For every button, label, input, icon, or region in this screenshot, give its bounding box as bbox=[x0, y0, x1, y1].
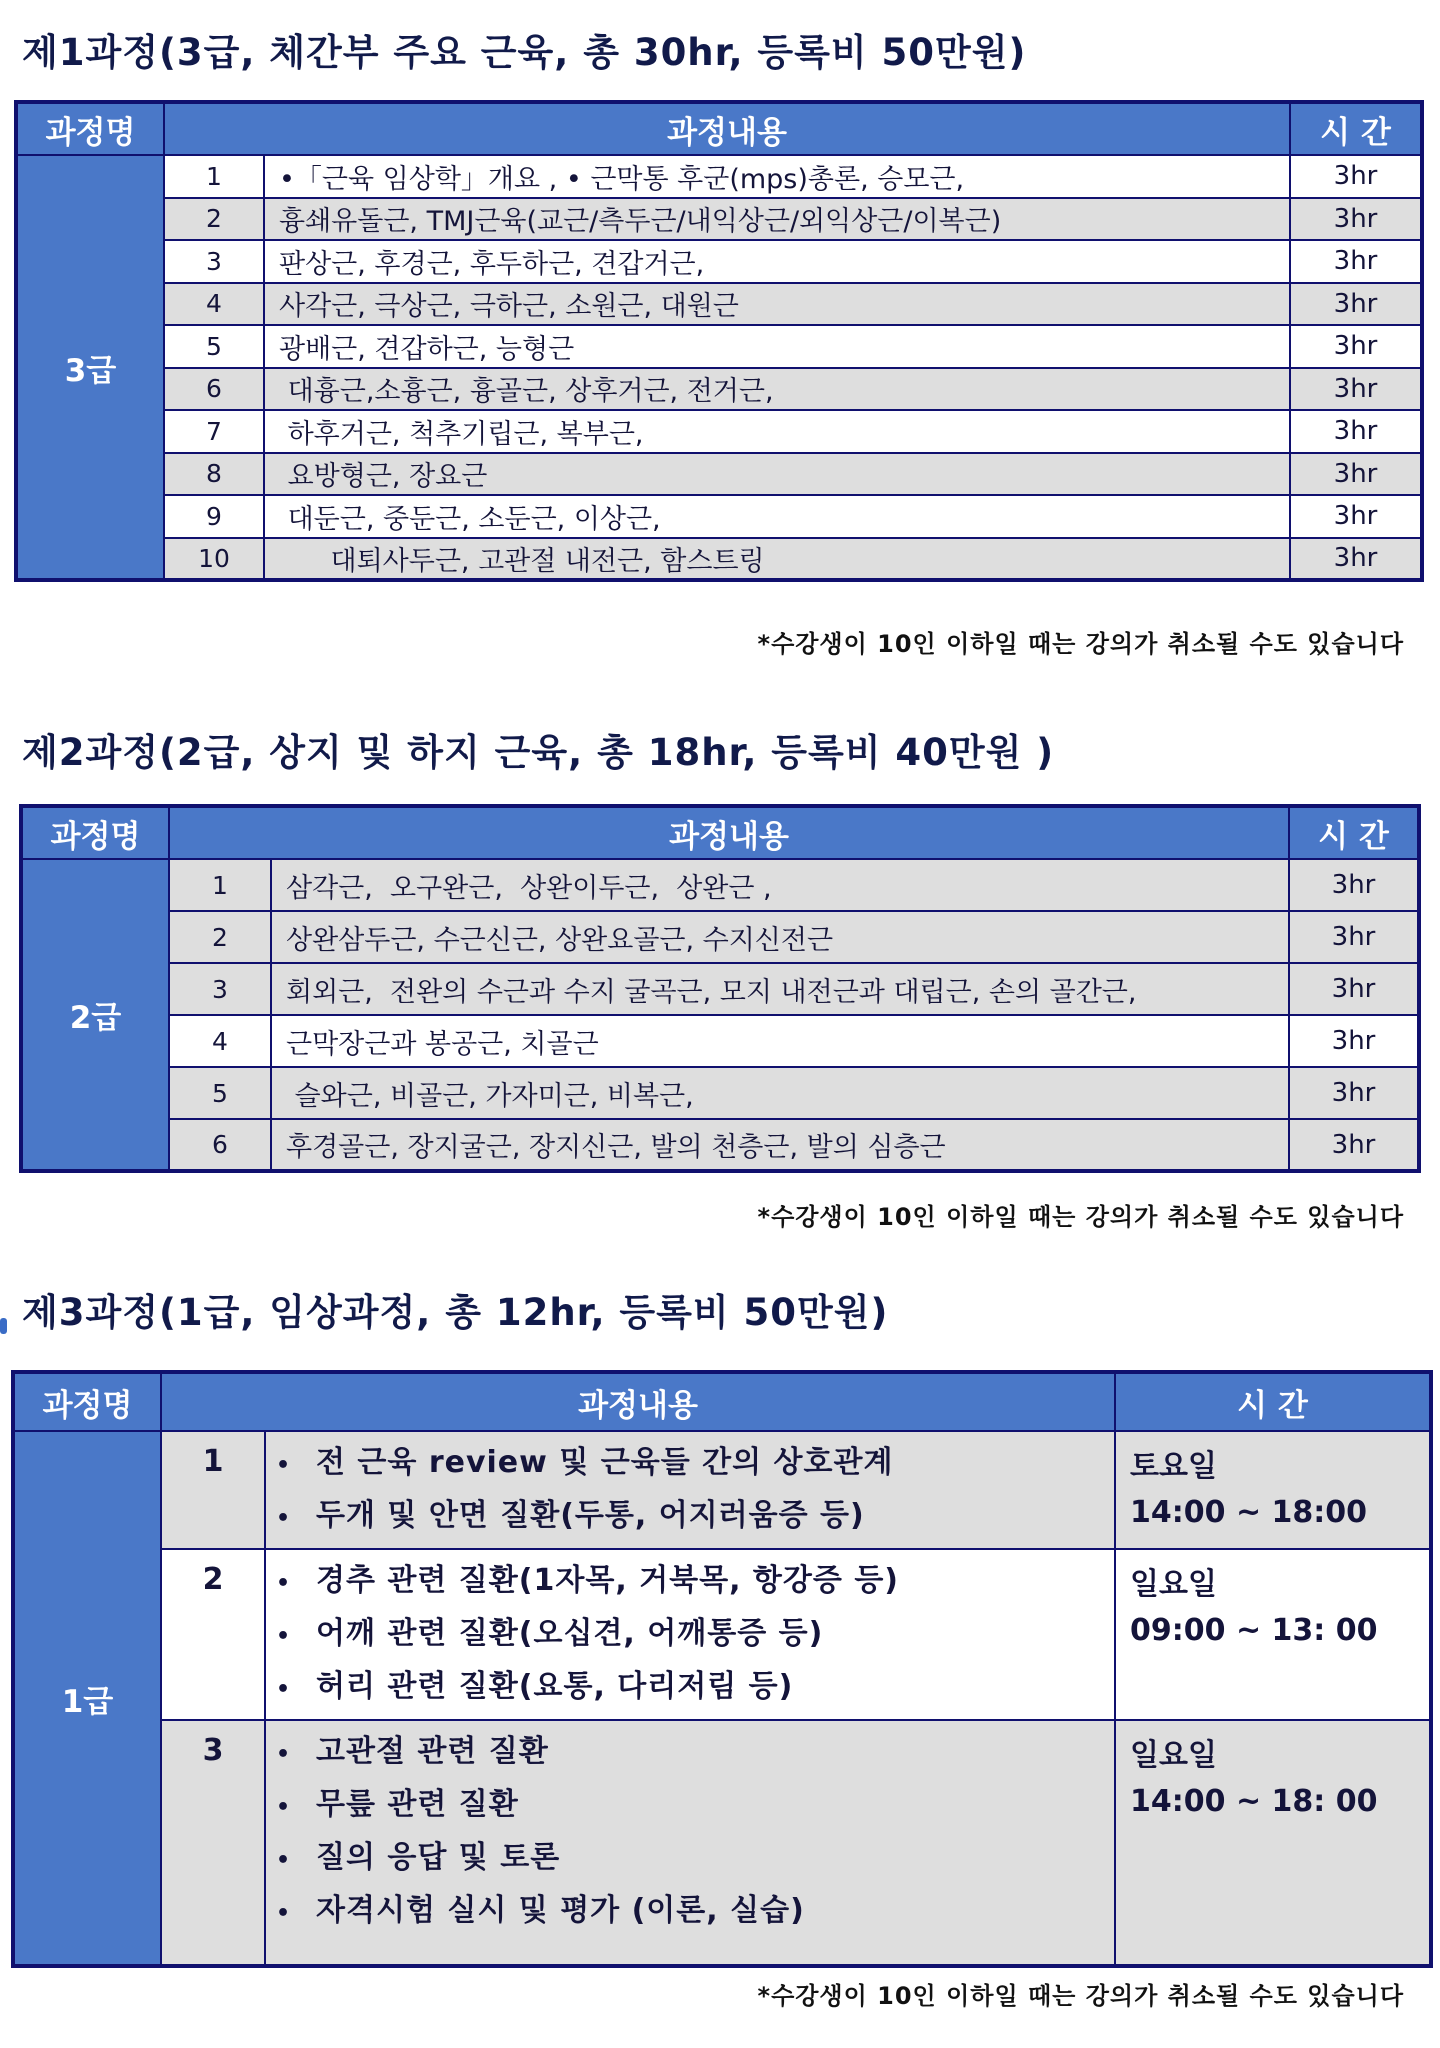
schedule-day: 일요일 bbox=[1130, 1738, 1217, 1773]
table-row bbox=[16, 240, 1422, 283]
table-row bbox=[21, 859, 1419, 911]
table-row bbox=[13, 1431, 1431, 1549]
row-time: 3hr bbox=[1290, 240, 1422, 283]
row-content: 삼각근, 오구완근, 상완이두근, 상완근 , bbox=[271, 859, 1289, 911]
list-item bbox=[276, 1890, 1114, 1943]
col-header-name: 과정명 bbox=[21, 806, 169, 859]
course2-note: *수강생이 10인 이하일 때는 강의가 취소될 수도 있습니다 bbox=[757, 1203, 1404, 1231]
row-content: 광배근, 견갑하근, 능형근 bbox=[264, 325, 1290, 368]
row-number: 3 bbox=[161, 1720, 265, 1966]
list-item bbox=[276, 1495, 1114, 1548]
row-number: 10 bbox=[164, 538, 264, 581]
row-content: •「근육 임상학」개요 , • 근막통 후군(mps)총론, 승모근, bbox=[264, 155, 1290, 198]
row-number: 4 bbox=[164, 283, 264, 326]
topic-list bbox=[276, 1560, 1114, 1719]
row-content: 상완삼두근, 수근신근, 상완요골근, 수지신전근 bbox=[271, 911, 1289, 963]
list-item bbox=[276, 1731, 1114, 1784]
row-time: 3hr bbox=[1290, 155, 1422, 198]
topic-list bbox=[276, 1442, 1114, 1548]
schedule-hours: 14:00 ~ 18:00 bbox=[1130, 1495, 1368, 1530]
topic-text: 경추 관련 질환(1자목, 거북목, 항강증 등) bbox=[316, 1563, 900, 1598]
row-number: 1 bbox=[164, 155, 264, 198]
row-schedule bbox=[1115, 1431, 1431, 1549]
topic-text: 고관절 관련 질환 bbox=[316, 1734, 549, 1769]
row-number: 7 bbox=[164, 410, 264, 453]
row-time: 3hr bbox=[1290, 283, 1422, 326]
course1-table bbox=[14, 100, 1424, 582]
section-marker bbox=[0, 1318, 7, 1334]
row-content: 후경골근, 장지굴근, 장지신근, 발의 천층근, 발의 심층근 bbox=[271, 1119, 1289, 1171]
row-content bbox=[265, 1549, 1115, 1720]
table-row bbox=[16, 155, 1422, 198]
table-row bbox=[21, 911, 1419, 963]
row-content: 대둔근, 중둔근, 소둔근, 이상근, bbox=[264, 495, 1290, 538]
topic-text: 무릎 관련 질환 bbox=[316, 1787, 519, 1822]
course2-table bbox=[19, 804, 1421, 1173]
row-number: 6 bbox=[164, 368, 264, 411]
table-row bbox=[16, 283, 1422, 326]
bullet-icon: • bbox=[276, 1901, 292, 1926]
row-number: 5 bbox=[164, 325, 264, 368]
row-number: 1 bbox=[161, 1431, 265, 1549]
row-time: 3hr bbox=[1289, 1067, 1419, 1119]
col-header-name: 과정명 bbox=[13, 1372, 161, 1431]
row-number: 2 bbox=[161, 1549, 265, 1720]
table-row bbox=[13, 1549, 1431, 1720]
row-number: 8 bbox=[164, 453, 264, 496]
table-row bbox=[21, 1015, 1419, 1067]
bullet-icon: • bbox=[276, 1506, 292, 1531]
col-header-content: 과정내용 bbox=[164, 102, 1290, 155]
col-header-content: 과정내용 bbox=[169, 806, 1289, 859]
col-header-name: 과정명 bbox=[16, 102, 164, 155]
course3-note: *수강생이 10인 이하일 때는 강의가 취소될 수도 있습니다 bbox=[757, 1982, 1404, 2010]
topic-text: 두개 및 안면 질환(두통, 어지러움증 등) bbox=[316, 1498, 865, 1533]
bullet-icon: • bbox=[276, 1624, 292, 1649]
row-number: 2 bbox=[169, 911, 271, 963]
row-time: 3hr bbox=[1290, 410, 1422, 453]
row-number: 4 bbox=[169, 1015, 271, 1067]
row-content bbox=[265, 1431, 1115, 1549]
row-time: 3hr bbox=[1289, 963, 1419, 1015]
row-time: 3hr bbox=[1290, 368, 1422, 411]
row-schedule bbox=[1115, 1549, 1431, 1720]
col-header-time: 시 간 bbox=[1289, 806, 1419, 859]
topic-text: 허리 관련 질환(요통, 다리저림 등) bbox=[316, 1669, 794, 1704]
row-time: 3hr bbox=[1289, 1119, 1419, 1171]
topic-text: 질의 응답 및 토론 bbox=[316, 1840, 561, 1875]
row-content: 흉쇄유돌근, TMJ근육(교근/측두근/내익상근/외익상근/이복근) bbox=[264, 198, 1290, 241]
row-content: 판상근, 후경근, 후두하근, 견갑거근, bbox=[264, 240, 1290, 283]
table-row bbox=[16, 325, 1422, 368]
row-content: 하후거근, 척추기립근, 복부근, bbox=[264, 410, 1290, 453]
grade-cell: 2급 bbox=[21, 859, 169, 1171]
table-row bbox=[16, 538, 1422, 581]
bullet-icon: • bbox=[276, 1742, 292, 1767]
row-content: 사각근, 극상근, 극하근, 소원근, 대원근 bbox=[264, 283, 1290, 326]
table-row bbox=[13, 1720, 1431, 1966]
course1-note: *수강생이 10인 이하일 때는 강의가 취소될 수도 있습니다 bbox=[757, 630, 1404, 658]
row-schedule bbox=[1115, 1720, 1431, 1966]
row-time: 3hr bbox=[1290, 538, 1422, 581]
col-header-content: 과정내용 bbox=[161, 1372, 1115, 1431]
bullet-icon: • bbox=[276, 1571, 292, 1596]
schedule-day: 토요일 bbox=[1130, 1449, 1217, 1484]
row-time: 3hr bbox=[1289, 911, 1419, 963]
list-item bbox=[276, 1442, 1114, 1495]
course1-heading: 제1과정(3급, 체간부 주요 근육, 총 30hr, 등록비 50만원) bbox=[22, 31, 1027, 74]
table-row bbox=[16, 495, 1422, 538]
row-number: 1 bbox=[169, 859, 271, 911]
row-time: 3hr bbox=[1290, 198, 1422, 241]
row-number: 6 bbox=[169, 1119, 271, 1171]
list-item bbox=[276, 1784, 1114, 1837]
schedule-hours: 09:00 ~ 13: 00 bbox=[1130, 1613, 1378, 1648]
bullet-icon: • bbox=[276, 1848, 292, 1873]
table-row bbox=[21, 963, 1419, 1015]
row-content: 근막장근과 봉공근, 치골근 bbox=[271, 1015, 1289, 1067]
schedule-hours: 14:00 ~ 18: 00 bbox=[1130, 1784, 1378, 1819]
table-row bbox=[16, 453, 1422, 496]
row-time: 3hr bbox=[1289, 1015, 1419, 1067]
table-row bbox=[21, 1119, 1419, 1171]
row-content: 슬와근, 비골근, 가자미근, 비복근, bbox=[271, 1067, 1289, 1119]
list-item bbox=[276, 1837, 1114, 1890]
course3-table bbox=[11, 1370, 1433, 1968]
table-row bbox=[16, 198, 1422, 241]
table-row bbox=[16, 410, 1422, 453]
row-number: 3 bbox=[169, 963, 271, 1015]
row-time: 3hr bbox=[1290, 495, 1422, 538]
row-time: 3hr bbox=[1289, 859, 1419, 911]
row-content: 회외근, 전완의 수근과 수지 굴곡근, 모지 내전근과 대립근, 손의 골간근, bbox=[271, 963, 1289, 1015]
topic-text: 어깨 관련 질환(오십견, 어깨통증 등) bbox=[316, 1616, 824, 1651]
grade-cell: 1급 bbox=[13, 1431, 161, 1966]
col-header-time: 시 간 bbox=[1290, 102, 1422, 155]
row-number: 2 bbox=[164, 198, 264, 241]
bullet-icon: • bbox=[276, 1677, 292, 1702]
row-content: 대흉근,소흉근, 흉골근, 상후거근, 전거근, bbox=[264, 368, 1290, 411]
row-content bbox=[265, 1720, 1115, 1966]
list-item bbox=[276, 1613, 1114, 1666]
row-content: 대퇴사두근, 고관절 내전근, 함스트링 bbox=[264, 538, 1290, 581]
list-item bbox=[276, 1560, 1114, 1613]
topic-text: 자격시험 실시 및 평가 (이론, 실습) bbox=[316, 1893, 805, 1928]
col-header-time: 시 간 bbox=[1115, 1372, 1431, 1431]
schedule-day: 일요일 bbox=[1130, 1567, 1217, 1602]
list-item bbox=[276, 1666, 1114, 1719]
bullet-icon: • bbox=[276, 1795, 292, 1820]
topic-text: 전 근육 review 및 근육들 간의 상호관계 bbox=[316, 1445, 894, 1480]
grade-cell: 3급 bbox=[16, 155, 164, 580]
topic-list bbox=[276, 1731, 1114, 1943]
row-number: 5 bbox=[169, 1067, 271, 1119]
table-row bbox=[16, 368, 1422, 411]
row-time: 3hr bbox=[1290, 453, 1422, 496]
table-row bbox=[21, 1067, 1419, 1119]
row-time: 3hr bbox=[1290, 325, 1422, 368]
row-number: 9 bbox=[164, 495, 264, 538]
row-content: 요방형근, 장요근 bbox=[264, 453, 1290, 496]
bullet-icon: • bbox=[276, 1453, 292, 1478]
row-number: 3 bbox=[164, 240, 264, 283]
course3-heading: 제3과정(1급, 임상과정, 총 12hr, 등록비 50만원) bbox=[22, 1291, 889, 1334]
course2-heading: 제2과정(2급, 상지 및 하지 근육, 총 18hr, 등록비 40만원 ) bbox=[22, 731, 1055, 774]
